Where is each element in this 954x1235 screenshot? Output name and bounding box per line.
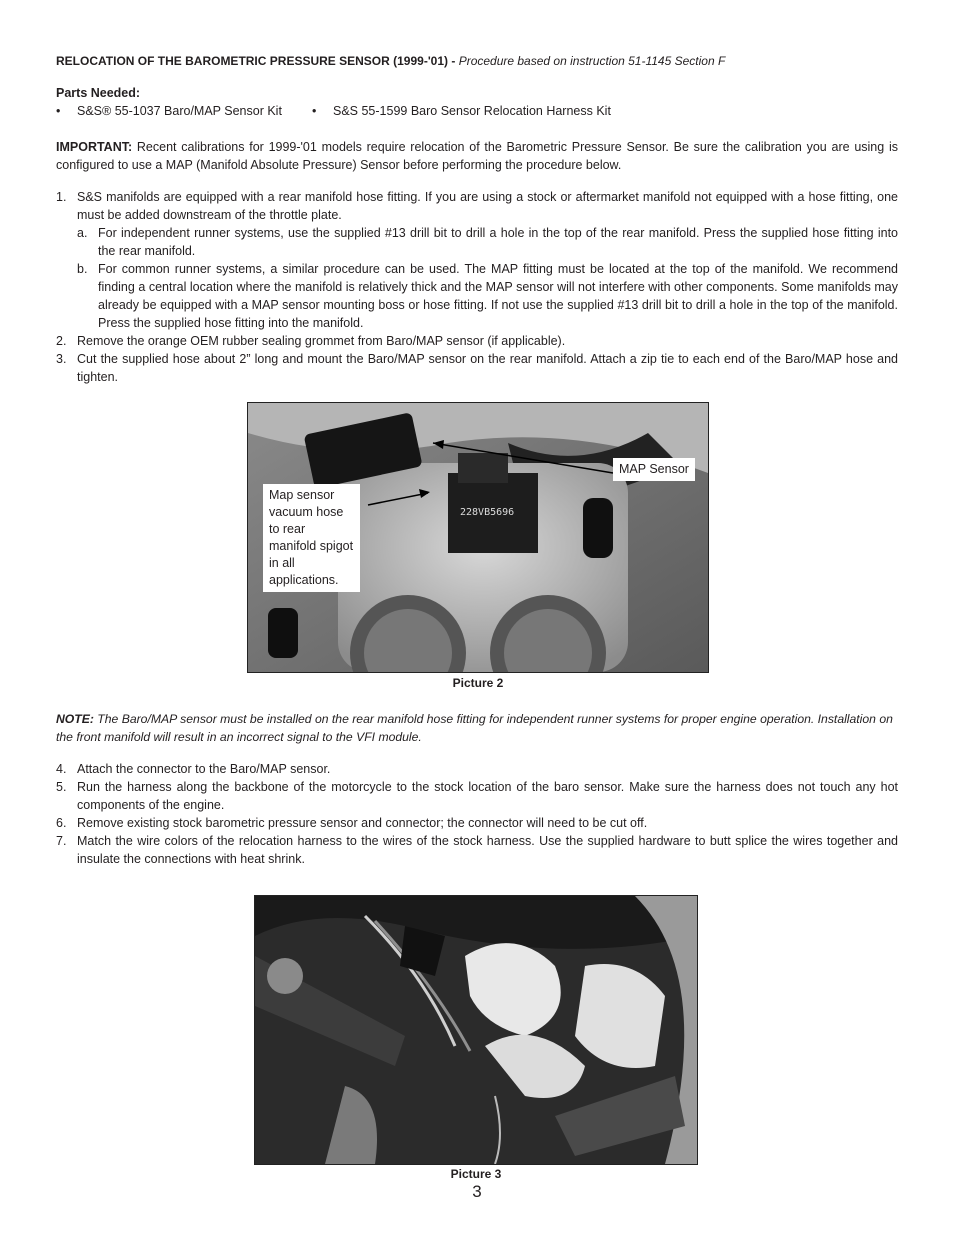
vacuum-hose-callout: Map sensor vacuum hose to rear manifold spigot in all applications. [263,484,360,592]
note-text: The Baro/MAP sensor must be installed on the rear manifold hose fitting for independent runner systems for proper engine operation. Installation on the front manifold will result in an incorrect signal to the VFI module. [56,712,893,744]
step-text: Cut the supplied hose about 2” long and mount the Baro/MAP sensor on the rear manifold. Attach a zip tie to each end of the Baro/MAP hose and tighten. [77,352,898,384]
bullet-icon: • [56,104,61,118]
map-sensor-callout: MAP Sensor [613,458,695,481]
substeps-list [77,224,898,332]
step-body [77,188,898,332]
bullet-icon: • [312,104,317,118]
parts-item [56,102,312,120]
substep-text: For common runner systems, a similar procedure can be used. The MAP fitting must be located at the top of the manifold. We recommend finding a central location where the manifold is relatively thick and the MAP sensor will not interfere with other components. Some manifolds may already be equipped with a MAP sensor mounting boss or hose fitting. If not use the supplied #13 drill bit to drill a hole in the top of the manifold. Press the supplied hose fitting into the manifold. [98,262,898,330]
substep-text: For independent runner systems, use the supplied #13 drill bit to drill a hole in the top of the rear manifold. Press the supplied hose fitting into the rear manifold. [98,226,898,258]
picture-2-caption: Picture 2 [452,676,504,690]
step-number: 1. [56,190,67,204]
page-number: 3 [472,1182,482,1201]
step-number: 6. [56,816,67,830]
parts-needed-title: Parts Needed: [56,86,141,100]
list-item [77,224,898,260]
important-label: IMPORTANT: [56,140,133,154]
parts-item-text: S&S 55-1599 Baro Sensor Relocation Harness Kit [333,104,611,118]
substep-letter: a. [77,226,88,240]
list-item [77,260,898,332]
steps-list-1 [56,188,898,386]
note-label: NOTE: [56,712,94,726]
list-item [56,332,898,350]
step-number: 3. [56,352,67,366]
step-text: Run the harness along the backbone of the motorcycle to the stock location of the baro sensor. Make sure the harness does not touch any hot components of the engine. [77,780,898,812]
document-page [56,52,898,386]
important-paragraph [56,138,898,174]
picture-3-photo [254,895,698,1165]
step-text: Match the wire colors of the relocation harness to the wires of the stock harness. Use the supplied hardware to butt splice the wires together and insulate the connections with heat shrink. [77,834,898,866]
parts-list [56,102,898,120]
important-text: Recent calibrations for 1999-'01 models require relocation of the Barometric Pressure Sensor. Be sure the calibration you are using is configured to use a MAP (Manifold Absolute Pressure) Sensor before performing the procedure below. [56,140,898,172]
heading-title: RELOCATION OF THE BAROMETRIC PRESSURE SENSOR (1999-'01) - [56,54,459,68]
step-text: Remove existing stock barometric pressure sensor and connector; the connector will need to be cut off. [77,816,648,830]
list-item [56,350,898,386]
step-number: 2. [56,334,67,348]
section-heading [56,52,898,70]
step-text: S&S manifolds are equipped with a rear manifold hose fitting. If you are using a stock or aftermarket manifold not equipped with a hose fitting, one must be added downstream of the throttle plate. [77,190,898,222]
note-paragraph [56,710,898,746]
step-number: 5. [56,780,67,794]
part-stamp: 228VB5696 [460,507,515,518]
parts-item [312,102,611,120]
step-number: 7. [56,834,67,848]
step-text: Attach the connector to the Baro/MAP sensor. [77,762,331,776]
parts-item-text: S&S® 55-1037 Baro/MAP Sensor Kit [77,104,282,118]
heading-subtitle: Procedure based on instruction 51-1145 Section F [458,54,726,68]
list-item [56,814,898,832]
list-item [56,778,898,814]
list-item [56,760,898,778]
picture-3-caption: Picture 3 [450,1167,502,1181]
step-text: Remove the orange OEM rubber sealing grommet from Baro/MAP sensor (if applicable). [77,334,566,348]
steps-list-2 [56,760,898,868]
list-item [56,832,898,868]
list-item [56,188,898,332]
step-number: 4. [56,762,67,776]
splicing-wires-photo-illustration [255,896,697,1164]
substep-letter: b. [77,262,88,276]
